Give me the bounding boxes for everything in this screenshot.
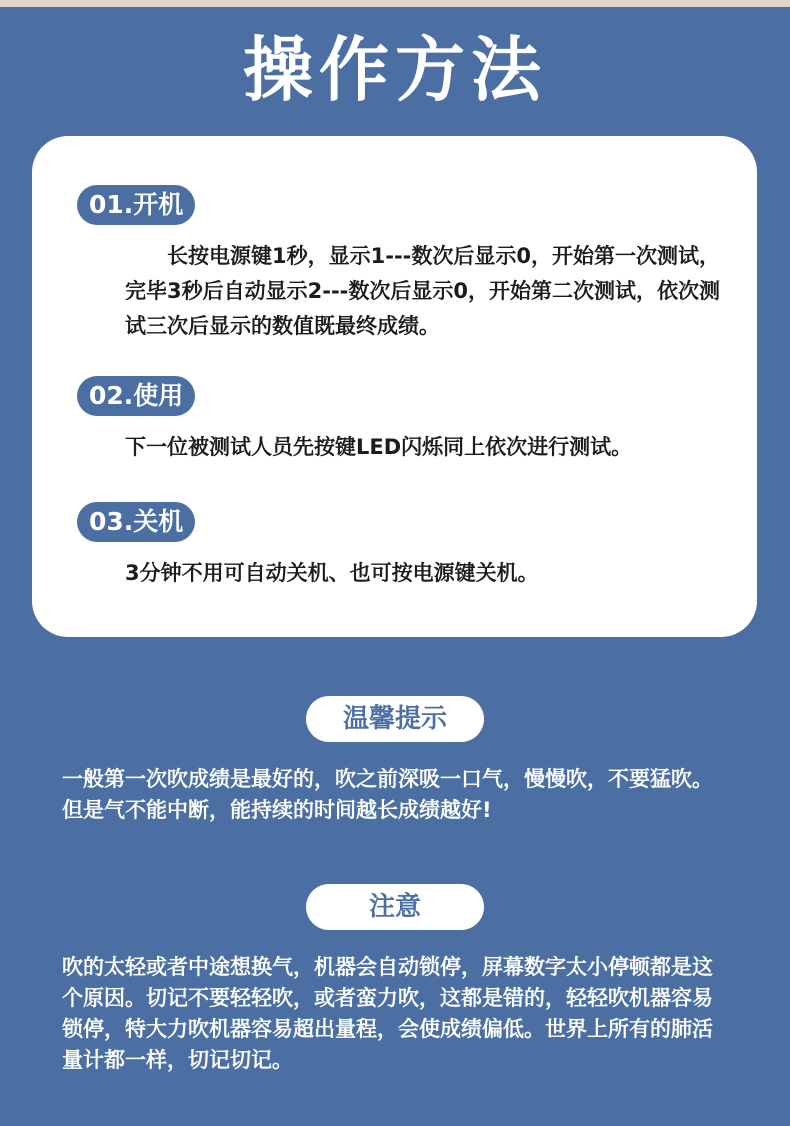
step-text-power-on: 长按电源键1秒，显示1---数次后显示0，开始第一次测试，完毕3秒后自动显示2---数次后显示0，开始第二次测试，依次测试三次后显示的数值既最终成绩。	[125, 244, 720, 338]
tips-text: 一般第一次吹成绩是最好的，吹之前深吸一口气，慢慢吹，不要猛吹。但是气不能中断，能持续的时间越长成绩越好!	[62, 767, 713, 822]
top-decoration-strip	[0, 0, 790, 7]
page-title: 操作方法	[243, 29, 547, 111]
tips-heading-badge: 温馨提示	[306, 696, 484, 742]
step-power-off	[77, 502, 737, 591]
step-label-usage: 02.使用	[77, 376, 195, 416]
step-power-on	[77, 185, 737, 344]
step-label-power-on: 01.开机	[77, 185, 195, 225]
step-label-power-off: 03.关机	[77, 502, 195, 542]
step-text-power-off: 3分钟不用可自动关机、也可按电源键关机。	[125, 561, 539, 585]
instructions-card	[32, 136, 757, 637]
step-text-usage: 下一位被测试人员先按键LED闪烁同上依次进行测试。	[125, 435, 633, 459]
note-text: 吹的太轻或者中途想换气，机器会自动锁停，屏幕数字太小停顿都是这个原因。切记不要轻轻吹，或者蛮力吹，这都是错的，轻轻吹机器容易锁停，特大力吹机器容易超出量程，会使成绩偏低。世界上所有的肺活量计都一样，切记切记。	[62, 955, 713, 1072]
note-heading-badge: 注意	[306, 884, 484, 930]
step-usage	[77, 376, 737, 465]
